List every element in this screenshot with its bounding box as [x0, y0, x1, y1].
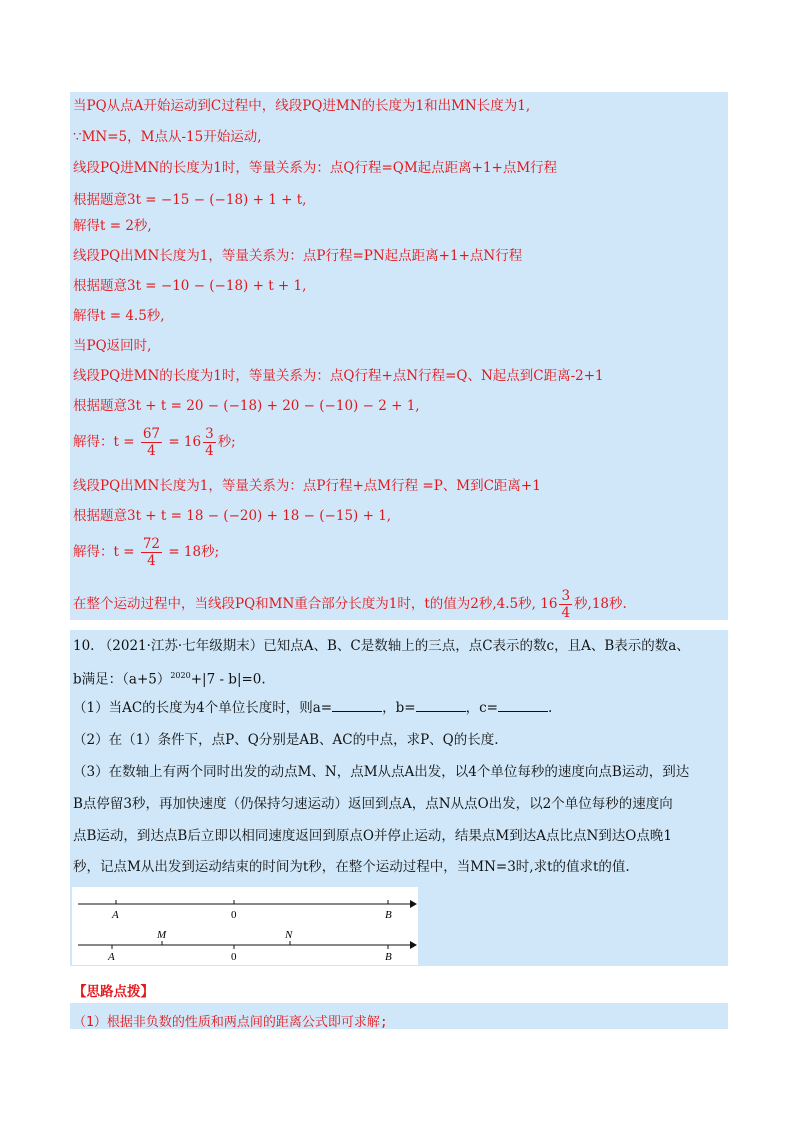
sol-line-1: 当PQ从点A开始运动到C过程中，线段PQ进MN的长度为1和出MN长度为1, [73, 98, 531, 114]
sol-line-14: 根据题意3t + t = 18 − (−20) + 18 − (−15) + 1, [73, 508, 392, 524]
question-3-line-3: 点B运动，到达点B后立即以相同速度返回到原点O并停止运动，结果点M到达A点比点N到达O点晚1 [73, 828, 672, 844]
sol-line-2: ∵MN=5，M点从-15开始运动, [73, 129, 262, 145]
sol-line-10: 线段PQ进MN的长度为1时，等量关系为：点Q行程+点N行程=Q、N起点到C距离-2+1 [73, 368, 604, 384]
top-label-a: A [112, 909, 119, 921]
sol-line-15: 解得：t = $\frac{72}{4}$ = 18秒; [73, 536, 220, 569]
top-label-b: B [385, 909, 392, 921]
bottom-label-n: N [285, 929, 293, 941]
bottom-label-o: 0 [231, 951, 237, 963]
sol-line-7: 根据题意3t = −10 − (−18) + t + 1, [73, 278, 307, 294]
bottom-label-m: M [157, 929, 167, 941]
question-1: （1）当AC的长度为4个单位长度时，则a= ，b= ，c= . [73, 700, 553, 716]
sol-line-6: 线段PQ出MN长度为1，等量关系为：点P行程=PN起点距离+1+点N行程 [73, 248, 523, 264]
question-3-line-2: B点停留3秒，再加快速度（仍保持匀速运动）返回到点A，点N从点O出发，以2个单位每秒的速度向 [73, 796, 673, 812]
sol-line-4: 根据题意3t = −15 − (−18) + 1 + t, [73, 192, 307, 208]
sol-line-5: 解得t = 2秒, [73, 218, 152, 234]
sol-line-3: 线段PQ进MN的长度为1时，等量关系为：点Q行程=QM起点距离+1+点M行程 [73, 160, 558, 176]
sol-line-8: 解得t = 4.5秒, [73, 308, 165, 324]
question-2: （2）在（1）条件下，点P、Q分别是AB、AC的中点，求P、Q的长度. [73, 732, 499, 748]
question-3-line-4: 秒，记点M从出发到运动结束的时间为t秒，在整个运动过程中，当MN=3时,求t的值求t的值. [73, 859, 630, 875]
hint-title: 【思路点拨】 [73, 984, 154, 1000]
bottom-label-b: B [385, 951, 392, 963]
top-label-o: 0 [231, 909, 237, 921]
question-3-line-1: （3）在数轴上有两个同时出发的动点M、N，点M从点A出发，以4个单位每秒的速度向点B运动，到达 [73, 764, 690, 780]
problem-line-2: b满足：$(a+5)^{2020}+|7 - b|=0$. [73, 671, 266, 688]
sol-line-11: 根据题意3t + t = 20 − (−18) + 20 − (−10) − 2 + 1, [73, 398, 420, 414]
sol-line-9: 当PQ返回时, [73, 338, 152, 354]
sol-line-12: 解得：t = $\frac{67}{4}$ = 16 $\frac{3}{4}$ 秒; [73, 426, 236, 459]
hint-line-1: （1）根据非负数的性质和两点间的距离公式即可求解; [73, 1015, 388, 1030]
sol-line-13: 线段PQ出MN长度为1，等量关系为：点P行程+点M行程 =P、M到C距离+1 [73, 478, 541, 494]
sol-line-16: 在整个运动过程中，当线段PQ和MN重合部分长度为1时，t的值为2秒,4.5秒, 16 $\frac{3}{4}$ 秒,18秒. [73, 588, 627, 621]
number-line-figure [72, 887, 418, 965]
bottom-label-a: A [108, 951, 115, 963]
problem-line-1: 10. （2021·江苏·七年级期末）已知点A、B、C是数轴上的三点，点C表示的数c，且A、B表示的数a、 [73, 638, 690, 654]
